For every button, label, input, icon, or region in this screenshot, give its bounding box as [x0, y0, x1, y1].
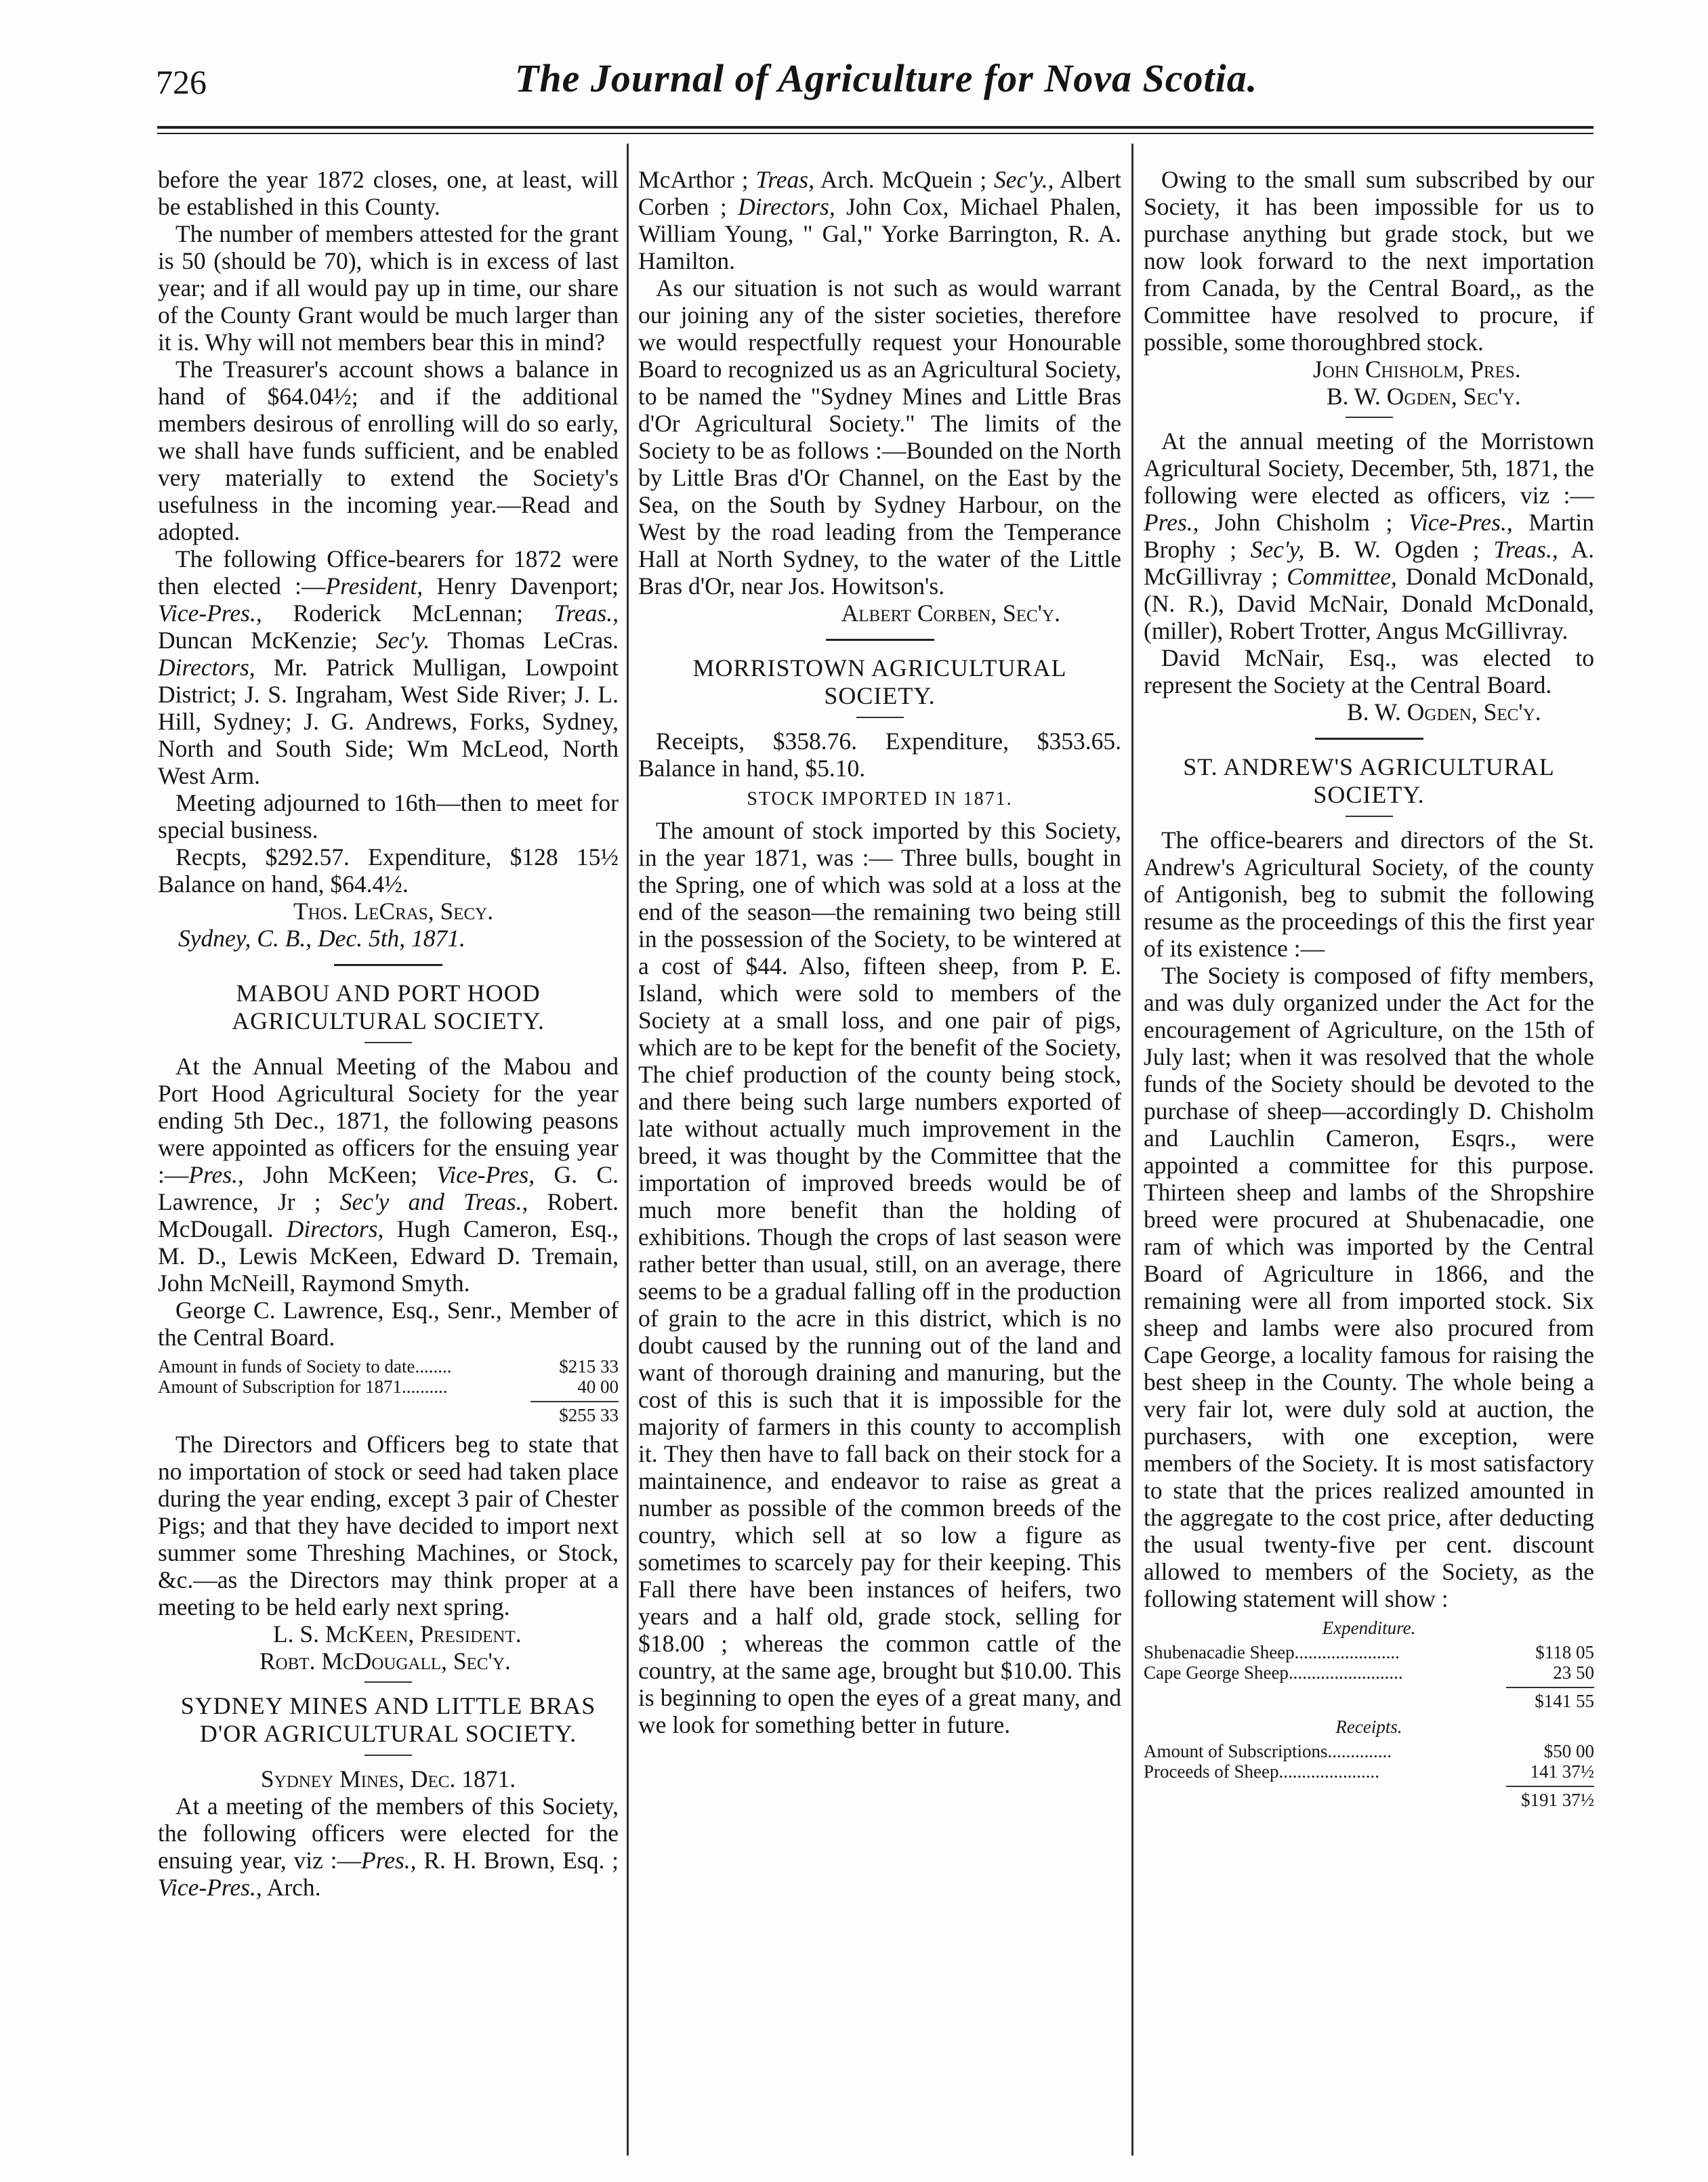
signature-place: Sydney, C. B., Dec. 5th, 1871. [178, 925, 465, 952]
paragraph: The Directors and Officers beg to state that no importation of stock or seed had taken place during the year ending, except 3 pair of Chester Pigs; and that they have decided to import next summer some Threshing Machines, or Stock, &c.—as the Directors may think proper at a meeting to be held early next spring. [158, 1431, 619, 1620]
short-rule [364, 1755, 412, 1756]
section-separator [1315, 738, 1423, 740]
section-heading: MABOU AND PORT HOOD AGRICULTURAL SOCIETY. [232, 980, 545, 1034]
section-heading: ST. ANDREW'S AGRICULTURAL SOCIETY. [1183, 753, 1555, 808]
paragraph: As our situation is not such as would warrant our joining any of the sister societies, therefore we would respectfully request your Honourable Board to recognized us as an Agricultural Society, to be named the "Sydney Mines and Little Bras d'Or Agricultural Society." The limits of the Society to be as follows :—Bounded on the North by Little Bras d'Or Channel, on the East by the Sea, on the South by Sydney Harbour, on the West by the road leading from the Temperance Hall at North Sydney, to the water of the Little Bras d'Or, near Jos. Howitson's. [638, 274, 1121, 600]
paragraph: The amount of stock imported by this Society, in the year 1871, was :— Three bulls, bought in the Spring, one of which was sold at a loss at the end of the season—the remaining two being still in the possession of the Society, to be wintered at a cost of $44. Also, fifteen sheep, from P. E. Island, which were sold to members of the Society at a small loss, and one pair of pigs, which are to be kept for the benefit of the Society, The chief production of the county being stock, and there being such large numbers exported of late without actually much improvement in the breed, it was thought by the Committee that the importation of improved breeds would be of much more benefit than the holding of exhibitions. Though the crops of last season were rather better than usual, still, on an average, there seems to be a gradual falling off in the production of grain to the acre in this district, which is no doubt caused by the running out of the land and want of thorough draining and manuring, but the cost of this is such that it is impossible for the majority of farmers in this county to accomplish it. They then have to fall back on their stock for a maintainence, and endeavor to raise as great a number as possible of the common breeds of the country, which sell at so low a figure as sometimes to scarcely pay for their keeping. This Fall there have been instances of heifers, two years and a half old, grade stock, selling for $18.00 ; whereas the common cattle of the country, at the same age, brought but $10.00. This is beginning to open the eyes of a great many, and we look for something better in future. [638, 817, 1121, 1738]
short-rule [364, 1042, 412, 1043]
column-3 [1144, 166, 1594, 1816]
short-rule [364, 1681, 412, 1683]
signature-president: L. S. McKeen, President. [273, 1620, 522, 1648]
column-2 [638, 166, 1121, 1738]
signature-president: John Chisholm, Pres. [1313, 356, 1521, 383]
short-rule [1346, 816, 1393, 817]
table-total: $255 33 [530, 1401, 619, 1425]
expenditure-table [1144, 1618, 1594, 1711]
signature-name: Thos. LeCras, Secy. [293, 898, 494, 925]
table-caption: Receipts. [1335, 1717, 1402, 1737]
section-heading: SYDNEY MINES AND LITTLE BRAS D'OR AGRICULTURAL SOCIETY. [180, 1692, 596, 1747]
section-separator [334, 964, 442, 966]
table-row: Amount in funds of Society to date........ $215 33 [158, 1356, 619, 1377]
column-divider-2 [1131, 144, 1133, 2156]
accounts-paragraph: Recpts, $292.57. Expenditure, $128 15½ Balance on hand, $64.4½. [158, 843, 619, 898]
table-total: $141 55 [1506, 1687, 1594, 1711]
table-row: Shubenacadie Sheep....................... $118 05 [1144, 1642, 1594, 1662]
paragraph: before the year 1872 closes, one, at least, will be established in this County. [158, 166, 619, 220]
paragraph: David McNair, Esq., was elected to represent the Society at the Central Board. [1144, 644, 1594, 698]
header-rule-thick [157, 126, 1594, 129]
subheading: STOCK IMPORTED IN 1871. [747, 789, 1013, 810]
signature-secretary: B. W. Ogden, Sec'y. [1347, 698, 1541, 726]
table-row: Amount of Subscriptions.............. $50 00 [1144, 1741, 1594, 1761]
journal-title: The Journal of Agriculture for Nova Scotia. [515, 56, 1258, 100]
table-row: Cape George Sheep......................... 23 50 [1144, 1662, 1594, 1683]
accounts-paragraph: Receipts, $358.76. Expenditure, $353.65. Balance in hand, $5.10. [638, 728, 1121, 782]
header-rule-thin [157, 133, 1594, 134]
short-rule [856, 717, 904, 718]
officers-paragraph: McArthor ; Treas, Arch. McQuein ; Sec'y., Albert Corben ; Directors, John Cox, Michael Phalen, William Young, " Gal," Yorke Barrington, R. A. Hamilton. [638, 166, 1122, 274]
dateline: Sydney Mines, Dec. 1871. [260, 1765, 516, 1792]
column-1 [158, 166, 619, 1901]
signature-secretary: B. W. Ogden, Sec'y. [1327, 383, 1521, 410]
table-row: Amount of Subscription for 1871.......... 40 00 [158, 1377, 619, 1397]
table-caption: Expenditure. [1322, 1618, 1416, 1638]
short-rule [1346, 417, 1393, 418]
signature-secretary: Robt. McDougall, Sec'y. [259, 1648, 511, 1675]
paragraph: The office-bearers and directors of the St. Andrew's Agricultural Society, of the county of Antigonish, beg to submit the following resume as the proceedings of this the first year of its existence :— [1144, 826, 1594, 962]
officers-paragraph: At the annual meeting of the Morristown Agricultural Society, December, 5th, 1871, the following were elected as officers, viz :—Pres., John Chisholm ; Vice-Pres., Martin Brophy ; Sec'y, B. W. Ogden ; Treas., A. McGillivray ; Committee, Donald McDonald, (N. R.), David McNair, Donald McDonald, (miller), Robert Trotter, Angus McGillivray. [1144, 427, 1595, 644]
section-separator [826, 639, 934, 641]
table-total: $191 37½ [1506, 1786, 1594, 1810]
column-divider-1 [627, 144, 629, 2156]
paragraph: The Treasurer's account shows a balance in hand of $64.04½; and if the additional members desirous of enrolling will do so early, we shall have funds sufficient, and be enabled very materially to extend the Society's usefulness in the incoming year.—Read and adopted. [158, 356, 619, 545]
paragraph: Meeting adjourned to 16th—then to meet for special business. [158, 789, 619, 843]
paragraph: Owing to the small sum subscribed by our Society, it has been impossible for us to purchase anything but grade stock, but we now look forward to the next importation from Canada, by the Central Board,, as the Committee have resolved to procure, if possible, some thoroughbred stock. [1144, 166, 1594, 356]
signature: Albert Corben, Sec'y. [841, 600, 1060, 627]
section-heading: MORRISTOWN AGRICULTURAL SOCIETY. [692, 654, 1067, 709]
officers-paragraph: At a meeting of the members of this Society, the following officers were elected for the ensuing year, viz :—Pres., R. H. Brown, Esq. ; Vice-Pres., Arch. [158, 1792, 619, 1901]
paragraph: The Society is composed of fifty members, and was duly organized under the Act for the encouragement of Agriculture, on the 15th of July last; when it was resolved that the whole funds of the Society should be devoted to the purchase of sheep—accordingly D. Chisholm and Lauchlin Cameron, Esqrs., were appointed a committee for this purpose. Thirteen sheep and lambs of the Shropshire breed were procured at Shubenacadie, one ram of which was imported by the Central Board of Agriculture in 1866, and the remaining were all from imported stock. Six sheep and lambs were also procured from Cape George, a locality famous for raising the best sheep in the County. The whole being a very fair lot, were duly sold at auction, the purchasers, with one exception, were members of the Society. It is most satisfactory to state that the prices realized amounted in the aggregate to the cost price, after deducting the usual twenty-five per cent. discount allowed to members of the Society, as the following statement will show : [1144, 962, 1594, 1612]
page-number: 726 [156, 63, 207, 101]
table-row: Proceeds of Sheep...................... 141 37½ [1144, 1761, 1594, 1782]
mabou-funds-table [158, 1356, 619, 1425]
paragraph: George C. Lawrence, Esq., Senr., Member of the Central Board. [158, 1297, 619, 1351]
receipts-table [1144, 1717, 1594, 1810]
officers-paragraph: The following Office-bearers for 1872 were then elected :—President, Henry Davenport; Vice-Pres., Roderick McLennan; Treas., Duncan McKenzie; Sec'y. Thomas LeCras. Directors, Mr. Patrick Mulligan, Lowpoint District; J. S. Ingraham, West Side River; J. L. Hill, Sydney; J. G. Andrews, Forks, Sydney, North and South Side; Wm McLeod, North West Arm. [158, 545, 619, 789]
officers-paragraph: At the Annual Meeting of the Mabou and Port Hood Agricultural Society for the year ending 5th Dec., 1871, the following peasons were appointed as officers for the ensuing year :—Pres., John McKeen; Vice-Pres, G. C. Lawrence, Jr ; Sec'y and Treas., Robert. McDougall. Directors, Hugh Cameron, Esq., M. D., Lewis McKeen, Edward D. Tremain, John McNeill, Raymond Smyth. [158, 1053, 619, 1297]
paragraph: The number of members attested for the grant is 50 (should be 70), which is in excess of last year; and if all would pay up in time, our share of the County Grant would be much larger than it is. Why will not members bear this in mind? [158, 220, 619, 356]
